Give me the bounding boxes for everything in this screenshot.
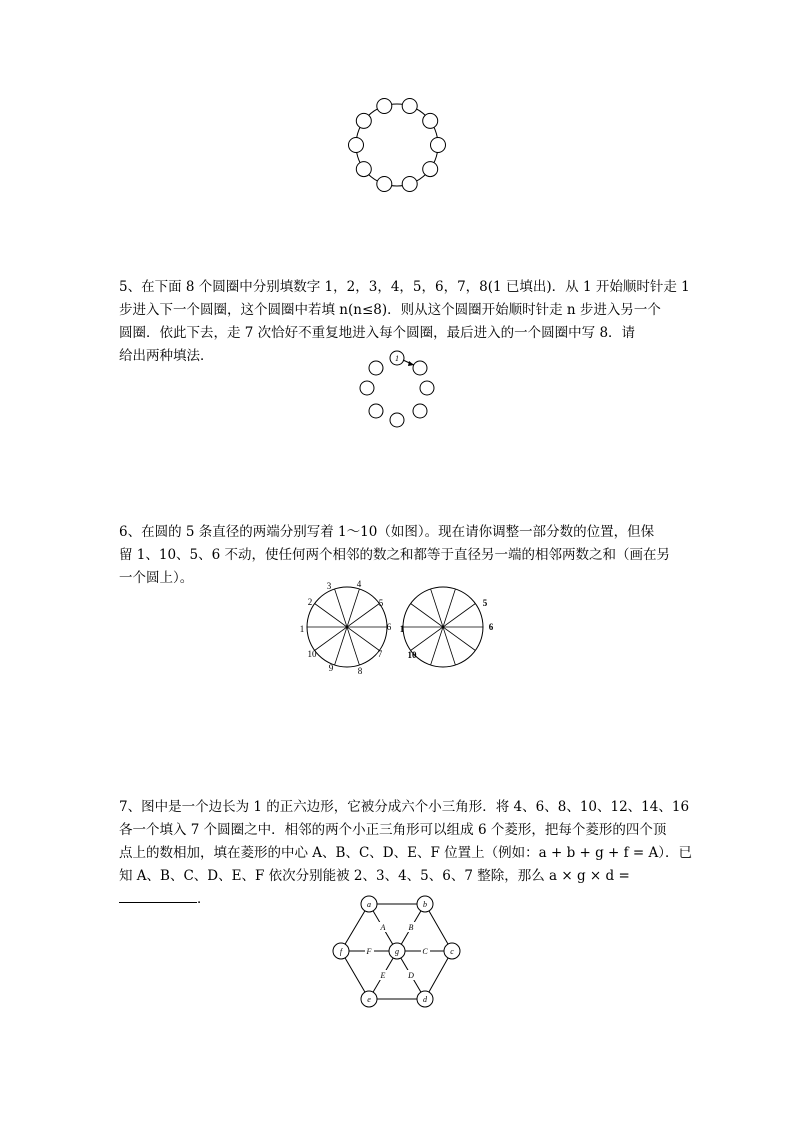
number-label: 1: [299, 624, 305, 634]
ring-circle: [349, 138, 364, 153]
right-circle: [400, 587, 494, 667]
vertex-label: f: [339, 947, 343, 956]
ring-circle: [356, 162, 371, 177]
number-label: 6: [386, 622, 392, 632]
number-label: 10: [407, 650, 417, 660]
number-label: 5: [378, 598, 384, 608]
ring-circle: [377, 99, 392, 114]
circle-slot: [369, 404, 383, 418]
end-mark: ．: [197, 891, 211, 907]
number-label: 1: [399, 624, 405, 634]
ring-circle: [423, 113, 438, 128]
problem-7-line: 知 A、B、C、D、E、F 依次分别能被 2、3、4、5、6、7 整除，那么 a × g × d =: [119, 868, 630, 884]
problem-7-line: 各一个填入 7 个圆圈之中．相邻的两个小正三角形可以组成 6 个菱形，把每个菱形的四个顶: [119, 822, 667, 838]
circle-slot: [413, 361, 427, 375]
vertex-label: d: [423, 995, 427, 1004]
number-label: 10: [307, 649, 317, 659]
number-label: 3: [326, 581, 332, 591]
number-label: 8: [357, 666, 363, 676]
number-label: 9: [328, 663, 334, 673]
diameter-circles-figure: [290, 578, 510, 678]
answer-blank: [119, 888, 197, 903]
circle-slot: [413, 404, 427, 418]
circle-slot: [369, 361, 383, 375]
problem-7-line: 点上的数相加，填在菱形的中心 A、B、C、D、E、F 位置上（例如：a + b + g + f = A）．已: [119, 845, 693, 861]
rhombus-label: A: [380, 923, 386, 932]
rhombus-label: E: [380, 971, 386, 980]
ring-circle: [377, 177, 392, 192]
vertex-label: e: [367, 995, 371, 1004]
number-label: 5: [482, 598, 488, 608]
problem-6-line: 一个圆上）。: [119, 570, 194, 586]
ring-circle: [423, 162, 438, 177]
problem-7-line: 7、图中是一个边长为 1 的正六边形，它被分成六个小三角形．将 4、6、8、10、12、14、16: [119, 799, 690, 815]
problem-6-line: 6、在圆的 5 条直径的两端分别写着 1～10（如图）。现在请你调整一部分数的位置，但保: [119, 524, 655, 540]
problem-5-line: 步进入下一个圆圈，这个圆圈中若填 n(n≤8)．则从这个圆圈开始顺时针走 n 步进入另一个: [119, 302, 661, 318]
number-label: 7: [377, 649, 383, 659]
ring-circle: [356, 113, 371, 128]
ring-circle: [402, 177, 417, 192]
ring-circle: [431, 138, 446, 153]
eight-circles-figure: [355, 348, 439, 432]
problem-5-line: 给出两种填法．: [119, 348, 214, 364]
vertex-label: b: [423, 900, 427, 909]
vertex-label: c: [450, 947, 454, 956]
number-label: 6: [488, 622, 494, 632]
problem-5-line: 5、在下面 8 个圆圈中分别填数字 1，2，3，4，5，6，7，8(1 已填出)．从 1 开始顺时针走 1: [119, 279, 690, 295]
vertex-label: a: [367, 900, 371, 909]
hexagon-figure: [330, 893, 464, 1013]
number-label: 2: [307, 597, 313, 607]
circle-slot: [390, 413, 404, 427]
rhombus-label: B: [408, 923, 414, 932]
circle-slot: [420, 381, 434, 395]
rhombus-label: F: [366, 947, 372, 956]
ring-of-circles-figure: [340, 95, 454, 195]
ring-circle: [402, 99, 417, 114]
number-label: 4: [356, 579, 362, 589]
problem-5-line: 圆圈．依此下去，走 7 次恰好不重复地进入每个圆圈，最后进入的一个圆圈中写 8．请: [119, 325, 636, 341]
vertex-label: g: [395, 947, 399, 956]
problem-6-line: 留 1、10、5、6 不动，使任何两个相邻的数之和都等于直径另一端的相邻两数之和（画在另: [119, 547, 671, 563]
filled-number: 1: [395, 354, 399, 363]
circle-slot: [360, 381, 374, 395]
left-circle: [300, 579, 392, 676]
rhombus-label: C: [422, 947, 428, 956]
rhombus-label: D: [408, 971, 414, 980]
